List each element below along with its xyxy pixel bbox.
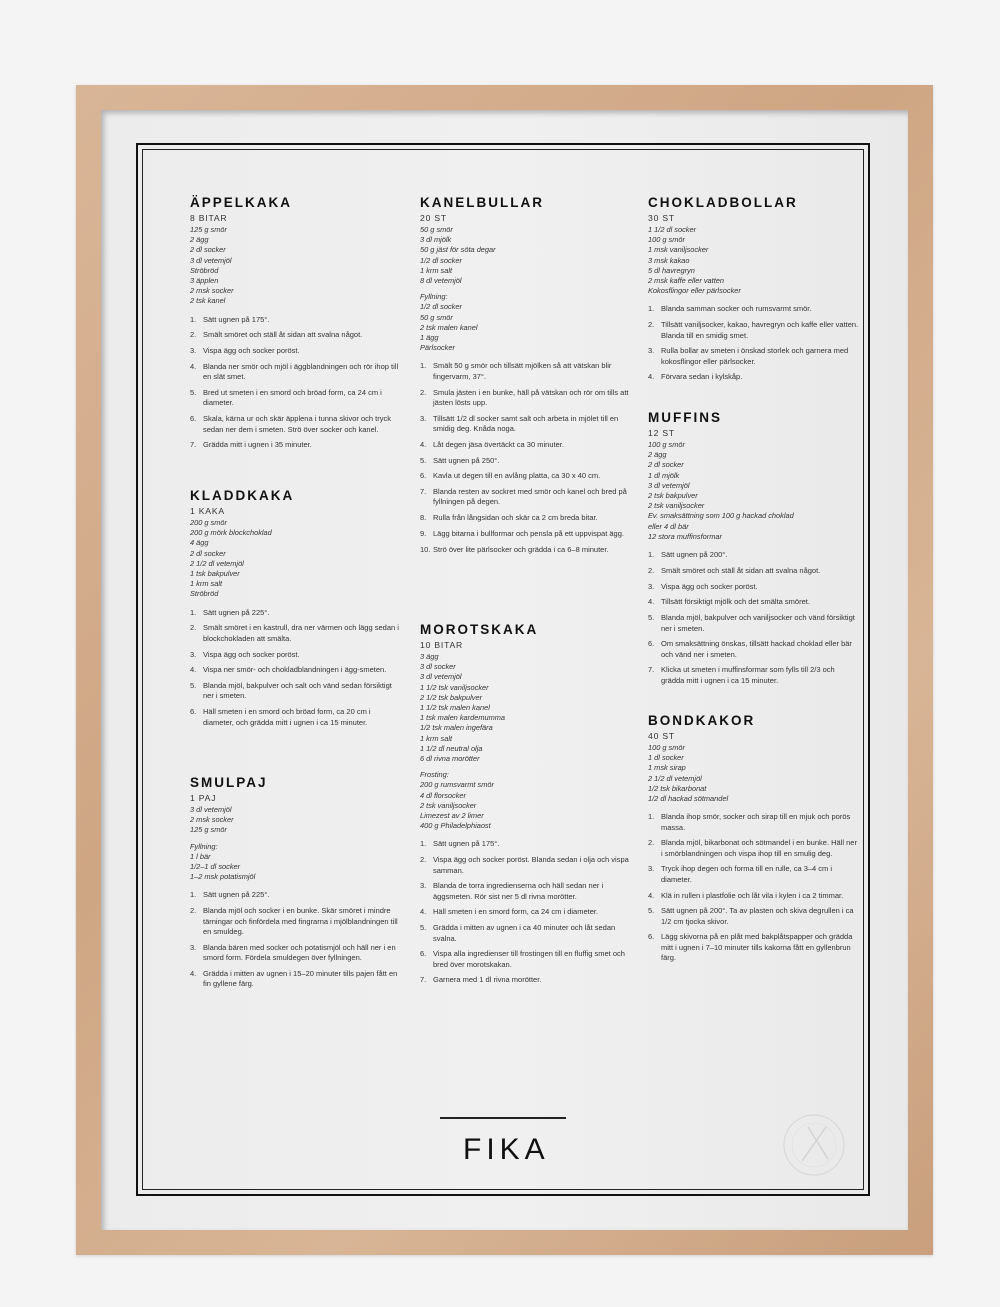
recipe-step xyxy=(648,665,860,686)
ingredient-line: 1/2 tsk bikarbonat xyxy=(648,783,707,793)
step-text: Smält smöret och ställ åt sidan att svalna något. xyxy=(661,565,821,575)
ingredient-line: 1 tsk bakpulver xyxy=(190,569,240,579)
recipe-section xyxy=(648,713,860,969)
step-number: 4. xyxy=(648,890,655,900)
recipe-step xyxy=(420,414,632,435)
step-text: Blanda de torra ingredienserna och häll sedan ner i äggsmeten. Rör sist ner 5 dl rivna morötter. xyxy=(433,881,604,901)
ingredient-line: 2 tsk vaniljsocker xyxy=(648,501,705,511)
ingredient-line: 100 g smör xyxy=(648,743,685,752)
ingredient-line: 12 stora muffinsformar xyxy=(648,531,722,541)
recipe-step xyxy=(420,907,632,917)
recipe-section xyxy=(648,195,860,388)
step-number: 7. xyxy=(420,975,427,985)
step-number: 7. xyxy=(190,440,197,450)
ingredient-line: 2 1/2 dl vetemjöl xyxy=(190,558,244,568)
ingredient-line: 3 msk kakao xyxy=(648,255,690,265)
step-text: Sätt ugnen på 175°. xyxy=(433,839,500,849)
ingredient-line: 1/2 dl socker xyxy=(420,255,462,265)
step-text: Blanda samman socker och rumsvarmt smör. xyxy=(661,304,812,314)
poster-title: FIKA xyxy=(463,1133,550,1166)
recipe-step xyxy=(190,388,402,409)
recipe-yield: 8 BITAR xyxy=(190,213,228,223)
step-text: Vispa ägg och socker poröst. xyxy=(203,346,300,356)
ingredient-line: 50 g smör xyxy=(420,225,453,234)
ingredient-line: 1 krm salt xyxy=(420,733,453,743)
step-number: 4. xyxy=(648,372,655,382)
step-text: Tryck ihop degen och forma till en rulle, ca 3–4 cm i diameter. xyxy=(661,864,833,884)
recipe-step xyxy=(190,707,402,728)
recipe-step xyxy=(648,304,860,314)
ingredient-line: 2 dl socker xyxy=(190,245,226,255)
ingredient-line: 1 l bär xyxy=(190,851,211,861)
step-text: Blanda mjöl och socker i en bunke. Skär smöret i mindre tärningar och finfördela med fingrarna i mjölblandningen till en smuldeg. xyxy=(203,906,398,936)
recipe-step xyxy=(648,932,860,963)
step-number: 3. xyxy=(420,413,427,423)
step-text: Bred ut smeten i en smord och bröad form, ca 24 cm i diameter. xyxy=(203,388,382,408)
step-text: Sätt ugnen på 200°. Ta av plasten och skiva degrullen i ca 1/2 cm tjocka skivor. xyxy=(661,906,854,926)
ingredient-line: Kokosflingor eller pärlsocker xyxy=(648,286,741,296)
step-number: 10. xyxy=(420,544,431,554)
step-text: Förvara sedan i kylskåp. xyxy=(661,372,743,382)
recipe-step xyxy=(190,608,402,618)
step-number: 2. xyxy=(420,387,427,397)
ingredient-line: 2 1/2 dl vetemjöl xyxy=(648,773,702,783)
recipe-step xyxy=(190,346,402,356)
recipe-section xyxy=(420,622,632,991)
recipe-section xyxy=(190,488,402,733)
step-text: Häll smeten i en smord och bröad form, ca 20 cm i diameter, och grädda mitt i ugnen i ca 15 minuter. xyxy=(203,707,371,727)
ingredient-line: 1 tsk malen kardemumma xyxy=(420,713,506,723)
step-number: 9. xyxy=(420,529,427,538)
ingredient-line: 3 dl mjölk xyxy=(420,235,452,245)
step-text: Tillsätt försiktigt mjölk och det smälta smöret. xyxy=(661,597,810,607)
ingredient-line: 5 dl havregryn xyxy=(648,265,695,275)
ingredient-line: 1 1/2 tsk malen kanel xyxy=(420,703,490,713)
step-text: Smält smöret i en kastrull, dra ner värmen och lägg sedan i blockchokladen att smälta. xyxy=(203,623,399,643)
ingredient-line: 2 ägg xyxy=(648,450,667,460)
ingredient-line: 200 g rumsvarmt smör xyxy=(420,780,494,790)
recipe-step xyxy=(648,320,860,341)
ingredient-line: 1/2 dl socker xyxy=(420,302,462,312)
recipe-steps xyxy=(648,550,860,686)
step-number: 3. xyxy=(648,346,655,356)
recipe-step xyxy=(190,681,402,702)
step-number: 2. xyxy=(648,838,655,848)
recipe-step xyxy=(190,906,402,937)
ingredient-line: 50 g smör xyxy=(420,312,453,322)
step-number: 2. xyxy=(190,623,197,633)
step-number: 5. xyxy=(420,923,427,933)
step-number: 6. xyxy=(420,471,427,481)
recipe-step xyxy=(648,906,860,927)
recipe-step xyxy=(420,855,632,876)
step-number: 5. xyxy=(420,455,427,465)
ingredient-line: 1 msk vaniljsocker xyxy=(648,245,709,255)
recipe-step xyxy=(648,891,860,901)
ingredient-line: 1 dl socker xyxy=(648,753,684,763)
recipe-step xyxy=(420,487,632,508)
ingredient-line: 100 g smör xyxy=(648,440,685,449)
step-number: 5. xyxy=(648,906,655,916)
step-text: Vispa ägg och socker poröst. xyxy=(203,649,300,659)
ingredient-line: Limezest av 2 limer xyxy=(420,811,484,821)
title-rule xyxy=(440,1117,566,1119)
step-text: Klicka ut smeten i muffinsformar som fylls till 2/3 och grädda mitt i ugnen i ca 15 minuter. xyxy=(661,665,835,685)
recipe-step xyxy=(190,362,402,383)
ingredient-line: Ströbröd xyxy=(190,589,219,599)
step-text: Sätt ugnen på 175°. xyxy=(203,314,270,324)
step-text: Strö över lite pärlsocker och grädda i ca 6–8 minuter. xyxy=(433,544,609,554)
step-number: 1. xyxy=(190,607,197,617)
step-text: Blanda mjöl, bakpulver och salt och vänd sedan försiktigt ner i smeten. xyxy=(203,681,392,701)
ingredient-line: 1 dl mjölk xyxy=(648,470,680,480)
step-number: 1. xyxy=(420,839,427,849)
step-text: Grädda mitt i ugnen i 35 minuter. xyxy=(203,440,312,450)
ingredient-line: 1 1/2 dl socker xyxy=(648,225,697,234)
recipe-step xyxy=(648,613,860,634)
step-number: 2. xyxy=(648,320,655,330)
ingredient-line: 1 msk sirap xyxy=(648,763,686,773)
step-text: Blanda ihop smör, socker och sirap till en mjuk och porös massa. xyxy=(661,812,851,832)
step-text: Blanda mjöl, bikarbonat och sötmandel i en bunke. Häll ner i smörblandningen och vispa ihop till en smulig deg. xyxy=(661,838,857,858)
recipe-title: CHOKLADBOLLAR xyxy=(648,195,798,210)
step-number: 4. xyxy=(190,968,197,978)
step-number: 1. xyxy=(190,314,197,324)
step-number: 4. xyxy=(420,907,427,917)
step-number: 6. xyxy=(190,414,197,424)
recipe-step xyxy=(648,566,860,576)
recipe-step xyxy=(648,550,860,560)
step-text: Sätt ugnen på 225°. xyxy=(203,607,270,617)
recipe-steps xyxy=(420,839,632,985)
step-number: 3. xyxy=(190,649,197,659)
recipe-title: MOROTSKAKA xyxy=(420,622,539,637)
step-number: 1. xyxy=(648,304,655,314)
ingredient-line: 2 dl socker xyxy=(648,460,684,470)
step-text: Vispa ägg och socker poröst. xyxy=(661,581,758,591)
ingredient-line: Pärlsocker xyxy=(420,343,455,353)
ingredient-line: 2 1/2 tsk bakpulver xyxy=(420,692,483,702)
step-number: 2. xyxy=(648,565,655,575)
recipe-yield: 30 ST xyxy=(648,213,675,223)
step-number: 4. xyxy=(190,665,197,675)
step-text: Rulla bollar av smeten i önskad storlek och garnera med kokosflingor eller pärlsocker. xyxy=(661,346,849,366)
ingredient-line: eller 4 dl bär xyxy=(648,521,689,531)
ingredient-line: Frosting: xyxy=(420,770,449,780)
ingredient-line: 2 tsk kanel xyxy=(190,296,226,306)
step-number: 6. xyxy=(648,639,655,649)
recipe-step xyxy=(648,582,860,592)
ingredient-line: 3 äpplen xyxy=(190,276,219,286)
ingredient-line: Ströbröd xyxy=(190,265,219,275)
recipe-section xyxy=(420,195,632,561)
recipe-step xyxy=(648,838,860,859)
recipe-step xyxy=(420,529,632,539)
recipe-step xyxy=(190,414,402,435)
recipe-step xyxy=(420,361,632,382)
step-text: Låt degen jäsa övertäckt ca 30 minuter. xyxy=(433,439,564,449)
recipe-step xyxy=(190,890,402,900)
step-number: 7. xyxy=(420,487,427,497)
recipe-steps xyxy=(420,361,632,555)
ingredient-line: 100 g smör xyxy=(648,235,685,245)
step-number: 2. xyxy=(190,906,197,916)
step-number: 3. xyxy=(648,581,655,591)
recipe-steps xyxy=(648,812,860,963)
embossed-seal-logo xyxy=(782,1113,846,1177)
recipe-step xyxy=(648,346,860,367)
ingredient-line: 1 krm salt xyxy=(190,579,223,589)
ingredient-line: 3 dl vetemjöl xyxy=(190,255,232,265)
ingredient-line: 125 g smör xyxy=(190,825,227,835)
recipe-step xyxy=(648,372,860,382)
recipe-step xyxy=(190,665,402,675)
recipe-step xyxy=(190,650,402,660)
recipe-step xyxy=(420,471,632,481)
step-text: Sätt ugnen på 225°. xyxy=(203,890,270,900)
step-number: 7. xyxy=(648,665,655,675)
step-text: Häll smeten i en smord form, ca 24 cm i diameter. xyxy=(433,907,599,917)
ingredient-line: 3 dl vetemjöl xyxy=(648,480,690,490)
step-text: Tillsätt 1/2 dl socker samt salt och arbeta in mjölet till en smidig deg. Knåda noga. xyxy=(433,413,619,433)
ingredient-line: 6 dl rivna morötter xyxy=(420,754,480,764)
ingredient-line: 1 krm salt xyxy=(420,265,453,275)
step-number: 3. xyxy=(190,346,197,356)
ingredient-line: 2 tsk malen kanel xyxy=(420,322,478,332)
recipe-step xyxy=(420,456,632,466)
recipe-step xyxy=(190,330,402,340)
recipe-title: KLADDKAKA xyxy=(190,488,295,503)
step-number: 5. xyxy=(190,388,197,398)
step-number: 5. xyxy=(648,613,655,623)
recipe-step xyxy=(420,975,632,985)
recipe-steps xyxy=(648,304,860,382)
recipe-section xyxy=(648,410,860,692)
recipe-title: BONDKAKOR xyxy=(648,713,756,728)
step-number: 6. xyxy=(420,949,427,959)
step-number: 4. xyxy=(190,362,197,372)
ingredient-line: 1–2 msk potatismjöl xyxy=(190,872,256,882)
ingredient-line: 200 g mörk blockchoklad xyxy=(190,528,272,538)
step-text: Garnera med 1 dl rivna morötter. xyxy=(433,975,542,985)
recipe-step xyxy=(648,812,860,833)
ingredient-line: 3 dl vetemjöl xyxy=(190,805,232,814)
step-number: 1. xyxy=(190,890,197,900)
step-number: 1. xyxy=(420,361,427,371)
step-text: Lägg bitarna i bullformar och pensla på ett uppvispat ägg. xyxy=(433,529,624,538)
recipe-step xyxy=(648,864,860,885)
recipe-step xyxy=(420,440,632,450)
step-text: Klä in rullen i plastfolie och låt vila i kylen i ca 2 timmar. xyxy=(661,890,844,900)
ingredient-line: 8 dl vetemjöl xyxy=(420,276,462,286)
recipe-section xyxy=(190,195,402,456)
step-text: Grädda i mitten av ugnen i ca 40 minuter och låt sedan svalna. xyxy=(433,923,616,943)
recipe-step xyxy=(190,943,402,964)
recipe-steps xyxy=(190,890,402,989)
recipe-title: SMULPAJ xyxy=(190,775,268,790)
ingredient-line: 1/2 tsk malen ingefära xyxy=(420,723,493,733)
ingredient-line: 1 ägg xyxy=(420,333,439,343)
recipe-step xyxy=(190,623,402,644)
step-number: 8. xyxy=(420,513,427,523)
recipe-title: ÄPPELKAKA xyxy=(190,195,293,210)
ingredient-line: 2 msk kaffe eller vatten xyxy=(648,276,724,286)
recipe-yield: 1 PAJ xyxy=(190,793,217,803)
ingredient-line: 2 tsk vaniljsocker xyxy=(420,800,477,810)
ingredient-line: 4 dl florsocker xyxy=(420,790,467,800)
recipe-step xyxy=(420,839,632,849)
step-text: Grädda i mitten av ugnen i 15–20 minuter tills pajen fått en fin gyllene färg. xyxy=(203,968,398,988)
recipe-steps xyxy=(190,608,402,728)
recipe-yield: 12 ST xyxy=(648,428,675,438)
step-number: 6. xyxy=(648,932,655,942)
recipe-step xyxy=(420,513,632,523)
step-number: 3. xyxy=(420,881,427,891)
step-text: Smält 50 g smör och tillsätt mjölken så att vätskan blir fingervarm, 37°. xyxy=(433,361,612,381)
step-text: Skala, kärna ur och skär äpplena i tunna skivor och tryck sedan ner dem i smeten. Strö över socker och kanel. xyxy=(203,414,392,434)
recipe-step xyxy=(420,545,632,555)
ingredient-line: 1 1/2 tsk vaniljsocker xyxy=(420,682,489,692)
ingredient-line: 1/2–1 dl socker xyxy=(190,862,241,872)
step-number: 3. xyxy=(190,942,197,952)
step-number: 3. xyxy=(648,864,655,874)
step-text: Sätt ugnen på 250°. xyxy=(433,455,500,465)
ingredient-line: 200 g smör xyxy=(190,518,227,527)
step-text: Vispa alla ingredienser till frostingen till en fluffig smet och bred över morotskakan. xyxy=(433,949,625,969)
ingredient-line: 1 1/2 dl neutral olja xyxy=(420,743,483,753)
ingredient-line: 4 ägg xyxy=(190,538,209,548)
step-text: Smält smöret och ställ åt sidan att svalna något. xyxy=(203,330,363,340)
step-number: 4. xyxy=(648,597,655,607)
step-text: Kavla ut degen till en avlång platta, ca 30 x 40 cm. xyxy=(433,471,601,481)
step-text: Om smaksättning önskas, tillsätt hackad choklad eller bär och vänd ner i smeten. xyxy=(661,639,852,659)
ingredient-line: 2 dl socker xyxy=(190,548,226,558)
ingredient-line: 125 g smör xyxy=(190,225,227,234)
recipe-yield: 40 ST xyxy=(648,731,675,741)
recipe-yield: 1 KAKA xyxy=(190,506,225,516)
step-number: 1. xyxy=(648,812,655,822)
step-number: 5. xyxy=(190,681,197,691)
recipe-step xyxy=(190,969,402,990)
step-text: Blanda mjöl, bakpulver och vaniljsocker och vänd försiktigt ner i smeten. xyxy=(661,613,855,633)
recipe-step xyxy=(648,597,860,607)
step-text: Blanda resten av sockret med smör och kanel och bred på fyllningen på degen. xyxy=(433,487,627,507)
ingredient-line: Fyllning: xyxy=(420,292,448,302)
ingredient-line: 2 msk socker xyxy=(190,815,234,825)
ingredient-line: 3 dl socker xyxy=(420,662,456,672)
step-text: Blanda bären med socker och potatismjöl och häll ner i en smord form. Fördela smuldegen över fyllningen. xyxy=(203,942,396,962)
step-text: Vispa ner smör- och chokladblandningen i ägg-smeten. xyxy=(203,665,387,675)
step-text: Tillsätt vaniljsocker, kakao, havregryn och kaffe eller vatten. Blanda till en smidig smet. xyxy=(661,320,859,340)
ingredient-line: 2 tsk bakpulver xyxy=(648,491,698,501)
ingredient-line: 3 ägg xyxy=(420,652,439,661)
step-text: Vispa ägg och socker poröst. Blanda sedan i olja och vispa samman. xyxy=(433,855,629,875)
step-number: 2. xyxy=(190,330,197,340)
recipe-step xyxy=(420,881,632,902)
ingredient-line: Fyllning: xyxy=(190,841,218,851)
ingredient-line: 50 g jäst för söta degar xyxy=(420,245,496,255)
ingredient-line: 400 g Philadelphiaost xyxy=(420,821,491,831)
recipe-yield: 10 BITAR xyxy=(420,640,464,650)
recipe-step xyxy=(420,923,632,944)
step-text: Sätt ugnen på 200°. xyxy=(661,550,728,560)
recipe-step xyxy=(648,639,860,660)
step-number: 6. xyxy=(190,707,197,717)
step-text: Rulla från långsidan och skär ca 2 cm breda bitar. xyxy=(433,513,598,523)
ingredient-line: Ev. smaksättning som 100 g hackad choklad xyxy=(648,511,794,521)
ingredient-line: 1/2 dl hackad sötmandel xyxy=(648,794,729,804)
recipe-section xyxy=(190,775,402,995)
recipe-step xyxy=(190,315,402,325)
step-number: 4. xyxy=(420,439,427,449)
recipe-step xyxy=(420,388,632,409)
step-number: 2. xyxy=(420,855,427,865)
recipe-steps xyxy=(190,315,402,451)
step-text: Blanda ner smör och mjöl i äggblandningen och rör ihop till en slät smet. xyxy=(203,362,399,382)
step-text: Lägg skivorna på en plåt med bakplåtspapper och grädda mitt i ugnen i 7–10 minuter tills kakorna fått en gyllenbrun färg. xyxy=(661,932,853,962)
recipe-title: MUFFINS xyxy=(648,410,722,425)
ingredient-line: 2 msk socker xyxy=(190,286,234,296)
step-number: 1. xyxy=(648,550,655,560)
step-text: Smula jästen i en bunke, häll på vätskan och rör om tills att jästen lösts upp. xyxy=(433,387,629,407)
ingredient-line: 2 ägg xyxy=(190,235,209,245)
recipe-step xyxy=(420,949,632,970)
recipe-yield: 20 ST xyxy=(420,213,447,223)
recipe-step xyxy=(190,440,402,450)
ingredient-line: 3 dl vetemjöl xyxy=(420,672,462,682)
recipe-title: KANELBULLAR xyxy=(420,195,544,210)
